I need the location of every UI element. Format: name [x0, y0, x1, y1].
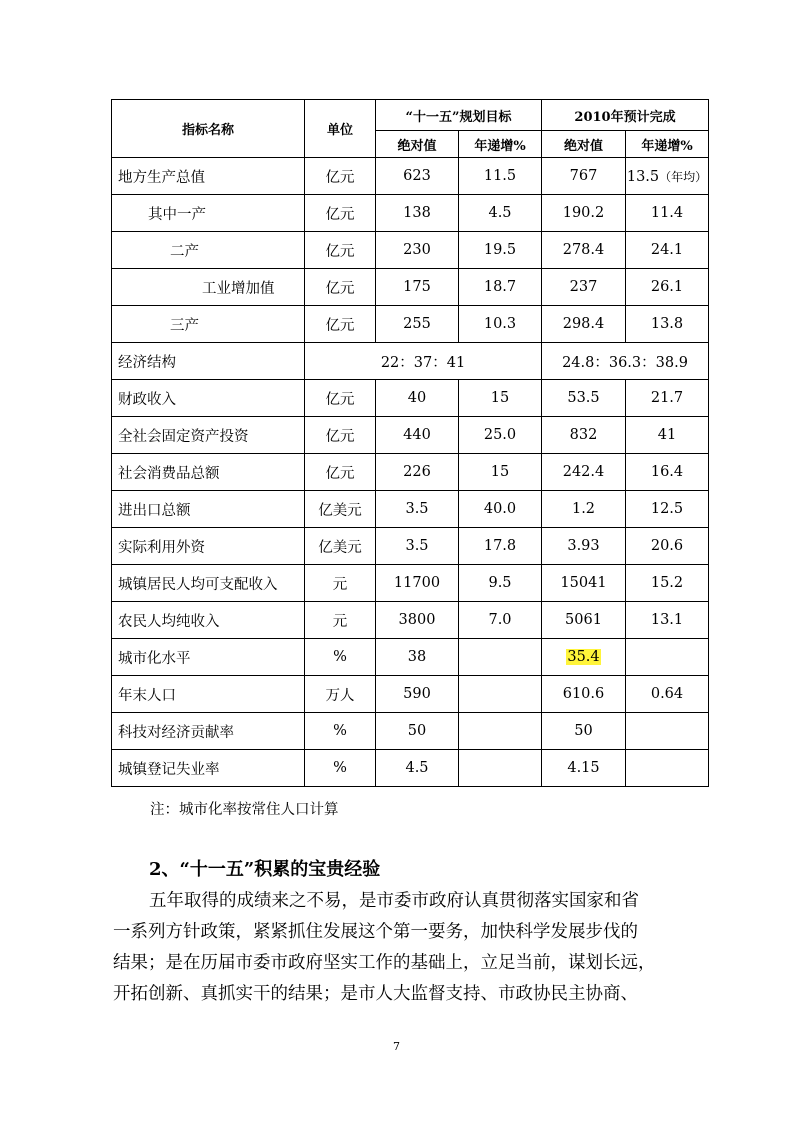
row-plan-abs: 3.5 — [376, 528, 459, 565]
row-act-abs: 237 — [542, 269, 626, 306]
row-name: 社会消费品总额 — [112, 454, 305, 491]
row-name: 二产 — [112, 232, 305, 269]
row-act-growth: 13.1 — [626, 602, 709, 639]
row-unit: % — [305, 713, 376, 750]
row-act-abs: 278.4 — [542, 232, 626, 269]
row-unit: 亿元 — [305, 306, 376, 343]
row-plan-growth: 17.8 — [459, 528, 542, 565]
row-act-growth — [626, 713, 709, 750]
row-plan-growth — [459, 676, 542, 713]
row-act-growth: 0.64 — [626, 676, 709, 713]
row-act-growth: 13.5 — [626, 168, 660, 185]
row-unit: 亿美元 — [305, 491, 376, 528]
header-actual-growth: 年递增% — [626, 131, 709, 158]
row-unit: % — [305, 639, 376, 676]
row-unit: 亿元 — [305, 380, 376, 417]
row-act-abs-cell — [542, 639, 626, 676]
row-plan-abs: 590 — [376, 676, 459, 713]
row-plan-growth: 15 — [459, 454, 542, 491]
row-unit: % — [305, 750, 376, 787]
row-plan-growth: 25.0 — [459, 417, 542, 454]
row-act-abs: 4.15 — [542, 750, 626, 787]
row-act-growth-cell — [626, 158, 709, 195]
row-act-abs: 242.4 — [542, 454, 626, 491]
row-unit: 亿元 — [305, 195, 376, 232]
row-act-growth: 21.7 — [626, 380, 709, 417]
table-row — [112, 491, 709, 528]
table-row — [112, 676, 709, 713]
row-act-abs: 15041 — [542, 565, 626, 602]
row-act-growth — [626, 750, 709, 787]
table-row — [112, 417, 709, 454]
table-row — [112, 602, 709, 639]
row-act-abs: 53.5 — [542, 380, 626, 417]
row-plan-abs: 4.5 — [376, 750, 459, 787]
row-plan-growth: 18.7 — [459, 269, 542, 306]
row-act-abs: 298.4 — [542, 306, 626, 343]
table-row — [112, 158, 709, 195]
row-plan-abs: 138 — [376, 195, 459, 232]
table-row — [112, 528, 709, 565]
row-act-growth: 24.1 — [626, 232, 709, 269]
table-row — [112, 565, 709, 602]
row-name: 实际利用外资 — [112, 528, 305, 565]
header-actual: 2010年预计完成 — [542, 100, 709, 131]
row-unit: 元 — [305, 602, 376, 639]
row-act-growth: 16.4 — [626, 454, 709, 491]
row-act-abs: 832 — [542, 417, 626, 454]
row-act-growth: 15.2 — [626, 565, 709, 602]
row-name: 三产 — [112, 306, 305, 343]
row-plan-abs: 623 — [376, 158, 459, 195]
paragraph-line: 结果；是在历届市委市政府坚实工作的基础上，立足当前，谋划长远， — [113, 953, 656, 973]
row-plan-growth: 40.0 — [459, 491, 542, 528]
row-name: 地方生产总值 — [112, 158, 305, 195]
row-plan-abs: 230 — [376, 232, 459, 269]
row-act-growth: 20.6 — [626, 528, 709, 565]
table-row — [112, 232, 709, 269]
row-act-growth: 26.1 — [626, 269, 709, 306]
row-plan-abs: 40 — [376, 380, 459, 417]
row-act-structure: 24.8：36.3：38.9 — [542, 343, 709, 380]
row-name: 经济结构 — [112, 343, 305, 380]
paragraph-line: 一系列方针政策，紧紧抓住发展这个第一要务，加快科学发展步伐的 — [113, 922, 638, 942]
row-act-growth: 41 — [626, 417, 709, 454]
row-name: 城镇登记失业率 — [112, 750, 305, 787]
header-plan: “十一五”规划目标 — [376, 100, 542, 131]
row-unit: 亿元 — [305, 158, 376, 195]
row-act-growth: 13.8 — [626, 306, 709, 343]
row-plan-abs: 175 — [376, 269, 459, 306]
row-plan-growth: 11.5 — [459, 158, 542, 195]
body-paragraph — [113, 886, 713, 1010]
row-name: 科技对经济贡献率 — [112, 713, 305, 750]
header-unit: 单位 — [305, 100, 376, 158]
row-plan-growth: 9.5 — [459, 565, 542, 602]
row-name: 进出口总额 — [112, 491, 305, 528]
indicator-table — [111, 99, 709, 787]
row-unit: 元 — [305, 565, 376, 602]
row-act-abs: 767 — [542, 158, 626, 195]
paragraph-line: 开拓创新、真抓实干的结果；是市人大监督支持、市政协民主协商、 — [113, 984, 638, 1004]
table-row — [112, 380, 709, 417]
row-plan-structure: 22：37：41 — [305, 343, 542, 380]
row-plan-growth: 7.0 — [459, 602, 542, 639]
row-act-abs: 190.2 — [542, 195, 626, 232]
row-act-abs: 50 — [542, 713, 626, 750]
table-row — [112, 269, 709, 306]
row-unit: 万人 — [305, 676, 376, 713]
table-row — [112, 195, 709, 232]
row-unit: 亿元 — [305, 417, 376, 454]
row-name: 其中一产 — [112, 195, 305, 232]
row-name: 农民人均纯收入 — [112, 602, 305, 639]
row-plan-growth — [459, 639, 542, 676]
row-plan-abs: 11700 — [376, 565, 459, 602]
page-number: 7 — [393, 1040, 400, 1053]
table-note: 注：城市化率按常住人口计算 — [150, 802, 339, 818]
row-act-growth-note: （年均） — [659, 169, 708, 184]
row-plan-growth — [459, 713, 542, 750]
row-plan-growth: 10.3 — [459, 306, 542, 343]
row-act-abs: 610.6 — [542, 676, 626, 713]
row-act-abs: 5061 — [542, 602, 626, 639]
row-plan-abs: 440 — [376, 417, 459, 454]
table-row — [112, 306, 709, 343]
row-plan-growth: 4.5 — [459, 195, 542, 232]
row-name: 年末人口 — [112, 676, 305, 713]
table-row — [112, 454, 709, 491]
section-heading: 2、“十一五”积累的宝贵经验 — [149, 859, 381, 880]
header-plan-absolute: 绝对值 — [376, 131, 459, 158]
table-row — [112, 639, 709, 676]
row-name: 财政收入 — [112, 380, 305, 417]
table-row — [112, 750, 709, 787]
row-plan-growth: 19.5 — [459, 232, 542, 269]
row-plan-growth — [459, 750, 542, 787]
row-act-growth — [626, 639, 709, 676]
row-plan-abs: 3800 — [376, 602, 459, 639]
row-plan-abs: 38 — [376, 639, 459, 676]
highlighted-value: 35.4 — [567, 649, 600, 665]
row-act-growth: 12.5 — [626, 491, 709, 528]
row-unit: 亿元 — [305, 454, 376, 491]
row-plan-abs: 3.5 — [376, 491, 459, 528]
header-plan-growth: 年递增% — [459, 131, 542, 158]
table-row — [112, 343, 709, 380]
row-name: 城镇居民人均可支配收入 — [112, 565, 305, 602]
header-indicator: 指标名称 — [112, 100, 305, 158]
row-plan-abs: 226 — [376, 454, 459, 491]
row-name: 城市化水平 — [112, 639, 305, 676]
paragraph-line: 五年取得的成绩来之不易，是市委市政府认真贯彻落实国家和省 — [149, 891, 639, 911]
row-act-abs: 1.2 — [542, 491, 626, 528]
row-unit: 亿元 — [305, 232, 376, 269]
row-act-abs: 3.93 — [542, 528, 626, 565]
row-name: 工业增加值 — [112, 269, 305, 306]
table-row — [112, 713, 709, 750]
row-unit: 亿元 — [305, 269, 376, 306]
row-name: 全社会固定资产投资 — [112, 417, 305, 454]
row-unit: 亿美元 — [305, 528, 376, 565]
row-plan-abs: 255 — [376, 306, 459, 343]
row-plan-growth: 15 — [459, 380, 542, 417]
header-actual-absolute: 绝对值 — [542, 131, 626, 158]
row-act-growth: 11.4 — [626, 195, 709, 232]
row-plan-abs: 50 — [376, 713, 459, 750]
